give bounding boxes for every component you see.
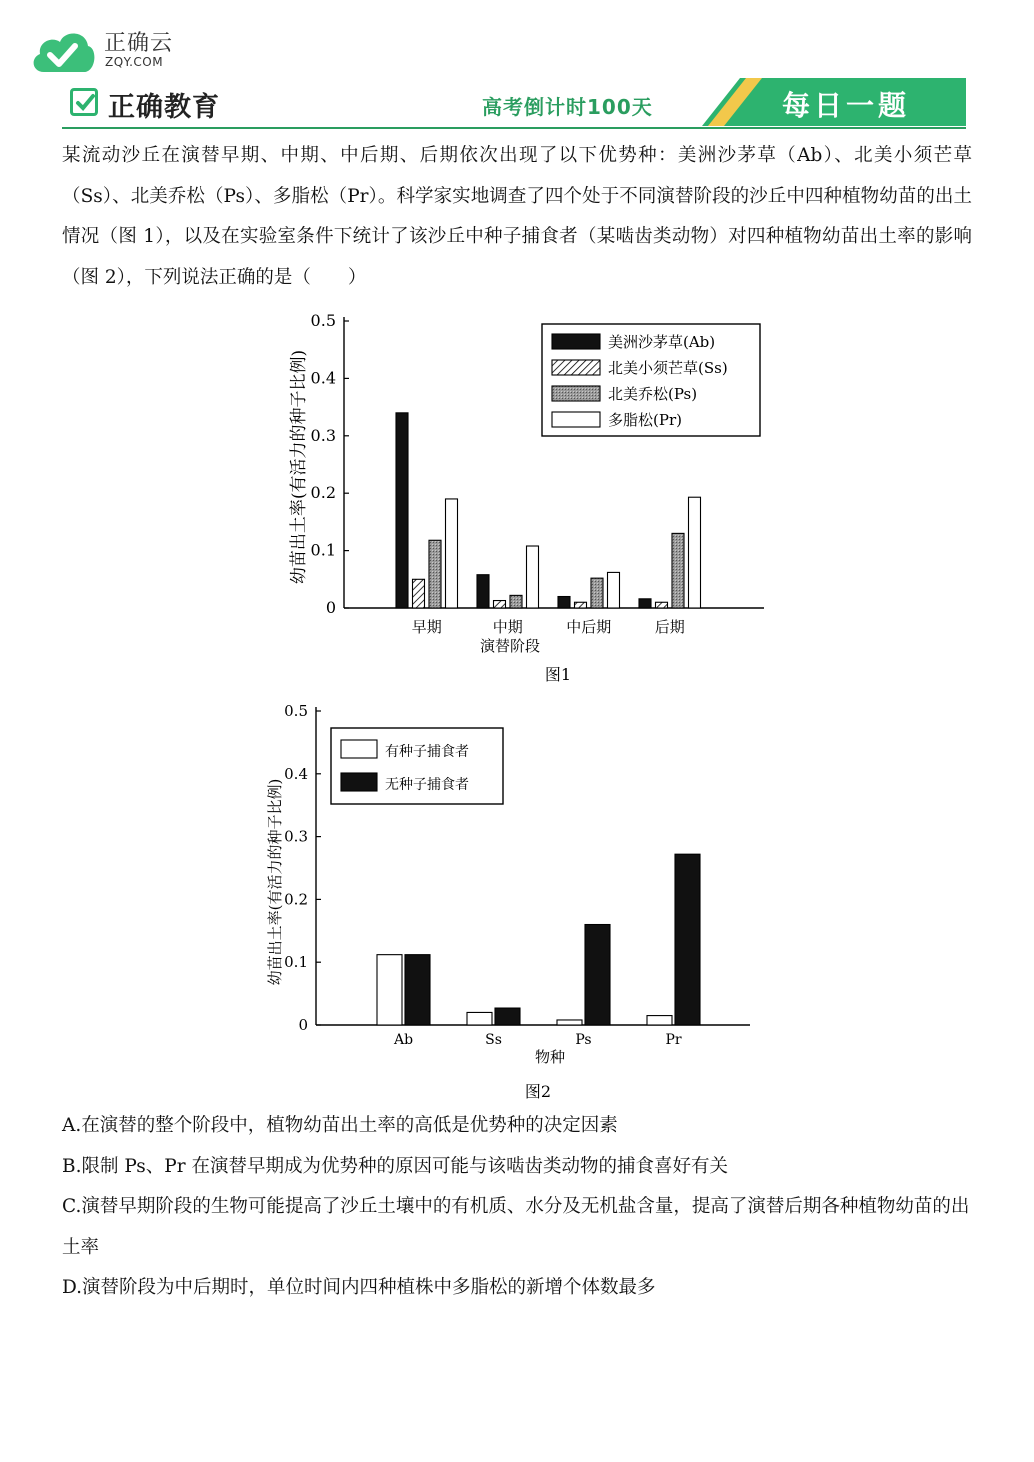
fig1-y-tick-label: 0.1	[310, 540, 336, 560]
option-c[interactable]: C.演替早期阶段的生物可能提高了沙丘土壤中的有机质、水分及无机盐含量，提高了演替后期各种植物幼苗的出土率	[62, 1196, 970, 1258]
fig2-legend-swatch	[341, 740, 377, 758]
fig1-category-label: 中期	[492, 618, 523, 636]
fig1-y-tick-label: 0	[325, 598, 336, 617]
fig1-bar-后期-0	[639, 599, 651, 608]
fig2-legend-swatch	[341, 773, 377, 791]
fig1-legend-swatch	[552, 412, 600, 427]
fig1-legend-swatch	[552, 386, 600, 401]
checkbox-logo-icon	[70, 88, 98, 116]
header-bar	[62, 78, 966, 128]
edu-title: 正确教育	[108, 92, 220, 123]
fig1-bar-中期-0	[477, 575, 489, 608]
fig2-bar-Ab-0	[377, 955, 402, 1025]
fig1-bar-早期-2	[429, 540, 441, 608]
countdown-text: 高考倒计时100天	[482, 95, 653, 119]
fig2-y-axis-label: 幼苗出土率(有活力的种子比例)	[266, 778, 284, 986]
fig1-legend-swatch	[552, 360, 600, 375]
fig1-legend-swatch	[552, 334, 600, 349]
fig1-bar-中后期-0	[558, 597, 570, 608]
fig2-bar-Ss-0	[467, 1012, 492, 1025]
fig1-caption: 图1	[544, 665, 572, 684]
fig1-bar-早期-1	[413, 579, 425, 608]
fig2-y-tick-label: 0.1	[284, 953, 308, 972]
fig2-y-tick-label: 0.2	[284, 890, 308, 909]
fig1-y-tick-label: 0.2	[310, 483, 336, 503]
figure-1-chart	[280, 305, 780, 690]
fig1-x-axis-label: 演替阶段	[479, 637, 541, 655]
fig1-bar-中后期-2	[591, 578, 603, 608]
fig1-y-axis-label: 幼苗出土率(有活力的种子比例)	[289, 349, 309, 585]
brand-name: 正确云	[104, 31, 174, 56]
fig2-legend-label: 无种子捕食者	[385, 777, 469, 793]
fig2-category-label: Pr	[665, 1032, 682, 1048]
fig1-legend-label: 美洲沙茅草(Ab)	[608, 333, 716, 351]
fig1-bar-中后期-3	[608, 572, 620, 608]
fig2-y-tick-label: 0.5	[284, 702, 308, 720]
fig2-category-label: Ss	[485, 1032, 502, 1048]
fig1-bar-中后期-1	[575, 602, 587, 608]
fig2-bar-Ss-1	[495, 1008, 520, 1025]
answer-options	[62, 1106, 972, 1309]
fig1-legend-label: 多脂松(Pr)	[608, 411, 682, 429]
fig2-y-tick-label: 0.4	[284, 764, 308, 783]
option-a[interactable]: A.在演替的整个阶段中，植物幼苗出土率的高低是优势种的决定因素	[62, 1115, 618, 1136]
fig2-bar-Ps-1	[585, 925, 610, 1025]
fig1-bar-早期-3	[446, 499, 458, 608]
fig2-legend-label: 有种子捕食者	[385, 744, 469, 760]
fig1-y-tick-label: 0.4	[310, 368, 336, 388]
question-stem	[62, 136, 972, 298]
zqy-logo	[30, 22, 190, 78]
brand-domain: ZQY.COM	[105, 55, 164, 69]
fig1-bar-中期-1	[494, 601, 506, 608]
fig2-bar-Pr-0	[647, 1016, 672, 1025]
figure-2-chart	[260, 700, 760, 1105]
fig2-category-label: Ps	[575, 1032, 592, 1048]
fig1-bar-早期-0	[396, 413, 408, 608]
cloud-check-icon	[30, 28, 96, 74]
fig1-category-label: 中后期	[566, 618, 612, 636]
fig1-bar-后期-3	[689, 497, 701, 608]
header-divider	[62, 127, 966, 129]
fig1-y-tick-label: 0.3	[310, 425, 336, 445]
fig1-y-tick-label: 0.5	[310, 311, 336, 330]
fig1-category-label: 后期	[654, 618, 685, 636]
fig2-bar-Ab-1	[405, 955, 430, 1025]
fig1-legend-label: 北美小须芒草(Ss)	[608, 359, 728, 377]
fig1-bar-中期-3	[527, 546, 539, 608]
fig1-bar-后期-1	[656, 602, 668, 608]
fig1-bar-后期-2	[672, 533, 684, 608]
question-text: 某流动沙丘在演替早期、中期、中后期、后期依次出现了以下优势种：美洲沙茅草（Ab）、北美小须芒草（Ss）、北美乔松（Ps）、多脂松（Pr）。科学家实地调查了四个处于不同演替阶段的沙丘中四种植物幼苗的出土情况（图 1），以及在实验室条件下统计了该沙丘中种子捕食者（某啮齿类动物）对四种植物幼苗出土率的影响（图 2），下列说法正确的是（ ）	[62, 145, 972, 288]
option-b[interactable]: B.限制 Ps、Pr 在演替早期成为优势种的原因可能与该啮齿类动物的捕食喜好有关	[62, 1155, 728, 1177]
banner-label: 每日一题	[782, 89, 911, 122]
fig1-category-label: 早期	[411, 618, 442, 636]
fig2-y-tick-label: 0.3	[284, 827, 308, 846]
fig1-bar-中期-2	[510, 595, 522, 608]
fig1-legend-label: 北美乔松(Ps)	[608, 385, 698, 403]
fig2-bar-Pr-1	[675, 854, 700, 1025]
fig2-caption: 图2	[524, 1082, 552, 1101]
option-d[interactable]: D.演替阶段为中后期时，单位时间内四种植株中多脂松的新增个体数最多	[62, 1277, 656, 1298]
fig2-y-tick-label: 0	[298, 1016, 308, 1034]
fig2-category-label: Ab	[393, 1032, 414, 1048]
fig2-bar-Ps-0	[557, 1020, 582, 1025]
fig2-x-axis-label: 物种	[534, 1048, 566, 1066]
